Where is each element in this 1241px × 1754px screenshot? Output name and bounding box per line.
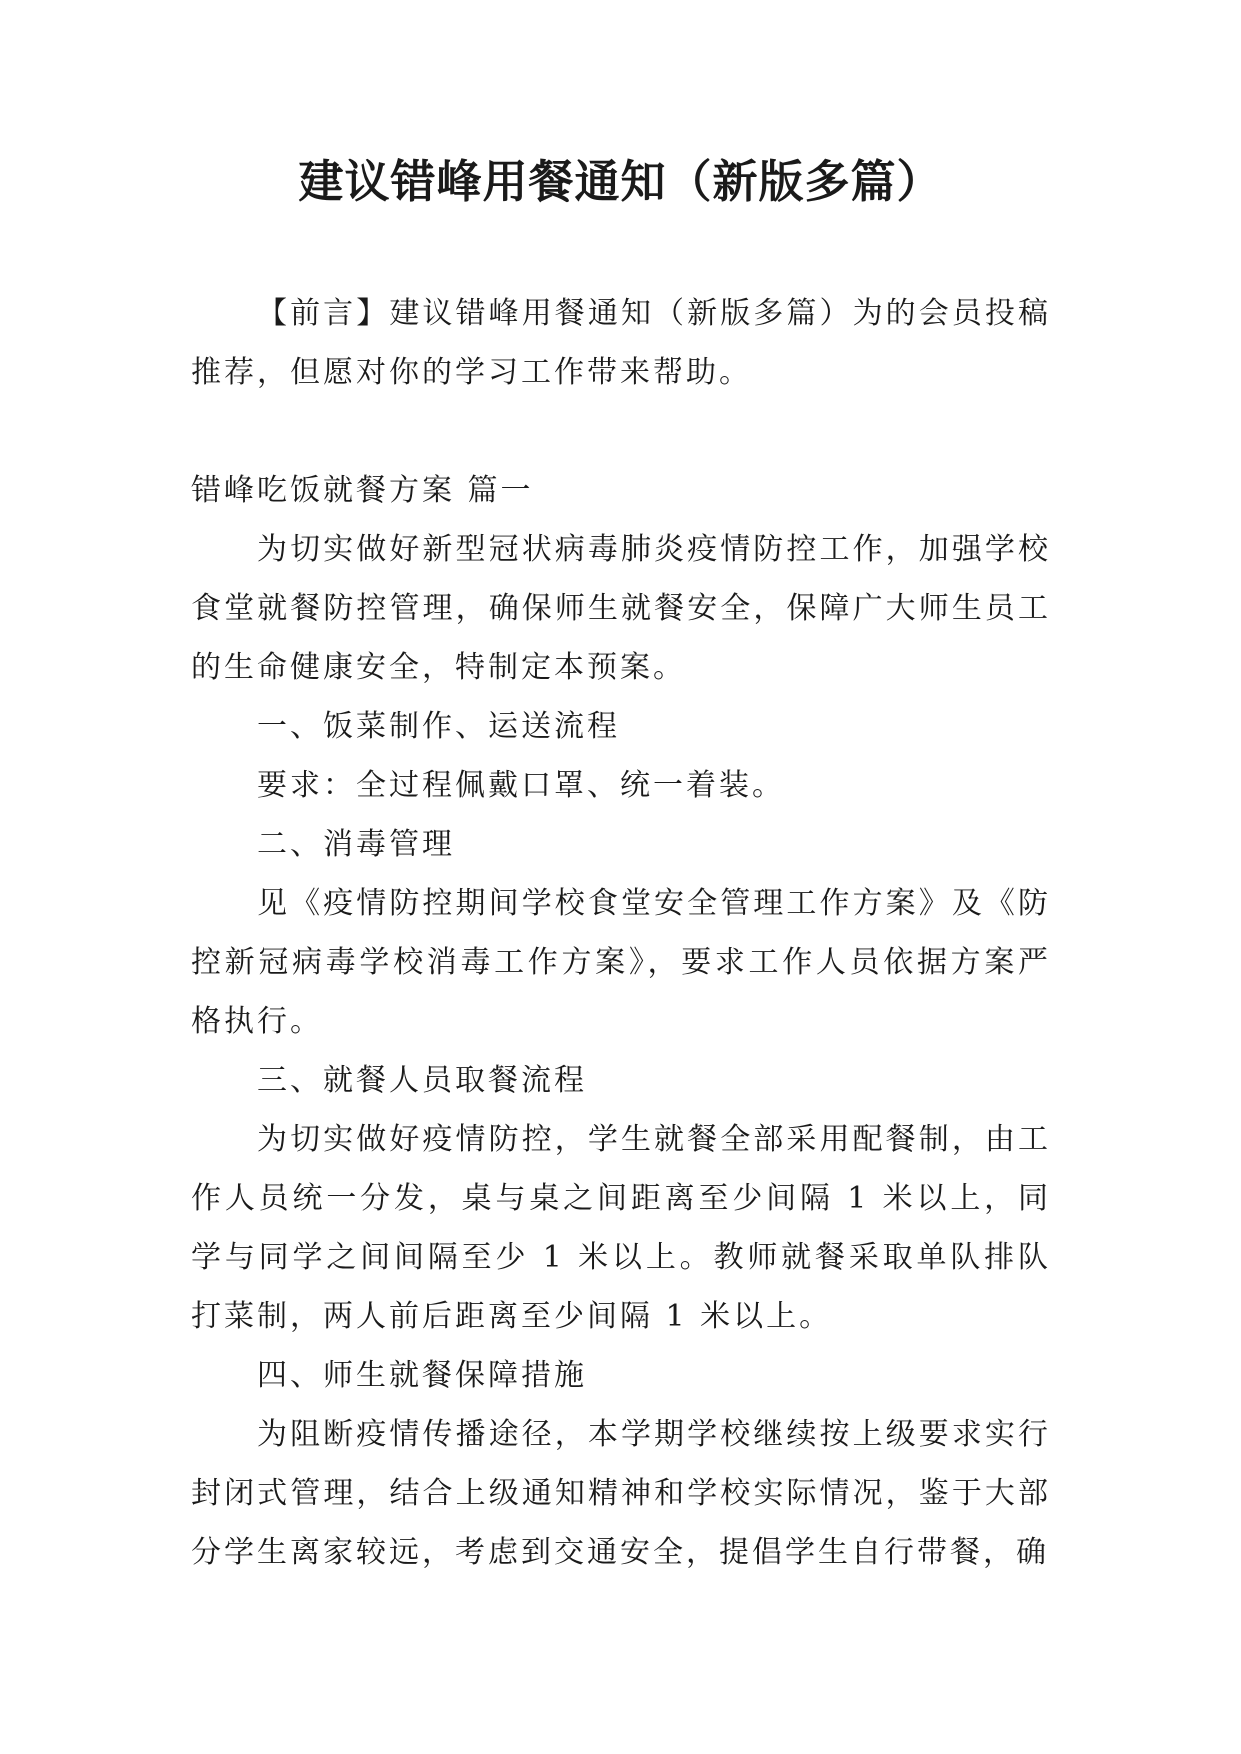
- body-paragraph: 见《疫情防控期间学校食堂安全管理工作方案》及《防控新冠病毒学校消毒工作方案》，要求工作人员依据方案严格执行。: [191, 886, 1051, 1039]
- preface-paragraph: 【前言】建议错峰用餐通知（新版多篇）为的会员投稿推荐，但愿对你的学习工作带来帮助。: [191, 296, 1051, 390]
- document-body: [191, 284, 1051, 1582]
- body-paragraph: 为切实做好疫情防控，学生就餐全部采用配餐制，由工作人员统一分发，桌与桌之间距离至少间隔 1 米以上，同学与同学之间间隔至少 1 米以上。教师就餐采取单队排队打菜制，两人前后距离至少间隔 1 米以上。: [191, 1122, 1051, 1334]
- subheading-safeguards: 四、师生就餐保障措施: [257, 1358, 587, 1393]
- subheading-meal-process: 三、就餐人员取餐流程: [257, 1063, 587, 1098]
- document-title: 建议错峰用餐通知（新版多篇）: [298, 155, 943, 208]
- subheading-disinfection: 二、消毒管理: [257, 827, 455, 862]
- subheading-production: 一、饭菜制作、运送流程: [257, 709, 620, 744]
- body-paragraph: 为阻断疫情传播途径，本学期学校继续按上级要求实行封闭式管理，结合上级通知精神和学校实际情况，鉴于大部分学生离家较远，考虑到交通安全，提倡学生自行带餐，确: [191, 1417, 1051, 1570]
- body-paragraph: 要求：全过程佩戴口罩、统一着装。: [257, 768, 785, 803]
- body-paragraph: 为切实做好新型冠状病毒肺炎疫情防控工作，加强学校食堂就餐防控管理，确保师生就餐安全，保障广大师生员工的生命健康安全，特制定本预案。: [191, 532, 1051, 685]
- section-heading: 错峰吃饭就餐方案 篇一: [191, 473, 534, 508]
- blank-line: [191, 402, 1051, 461]
